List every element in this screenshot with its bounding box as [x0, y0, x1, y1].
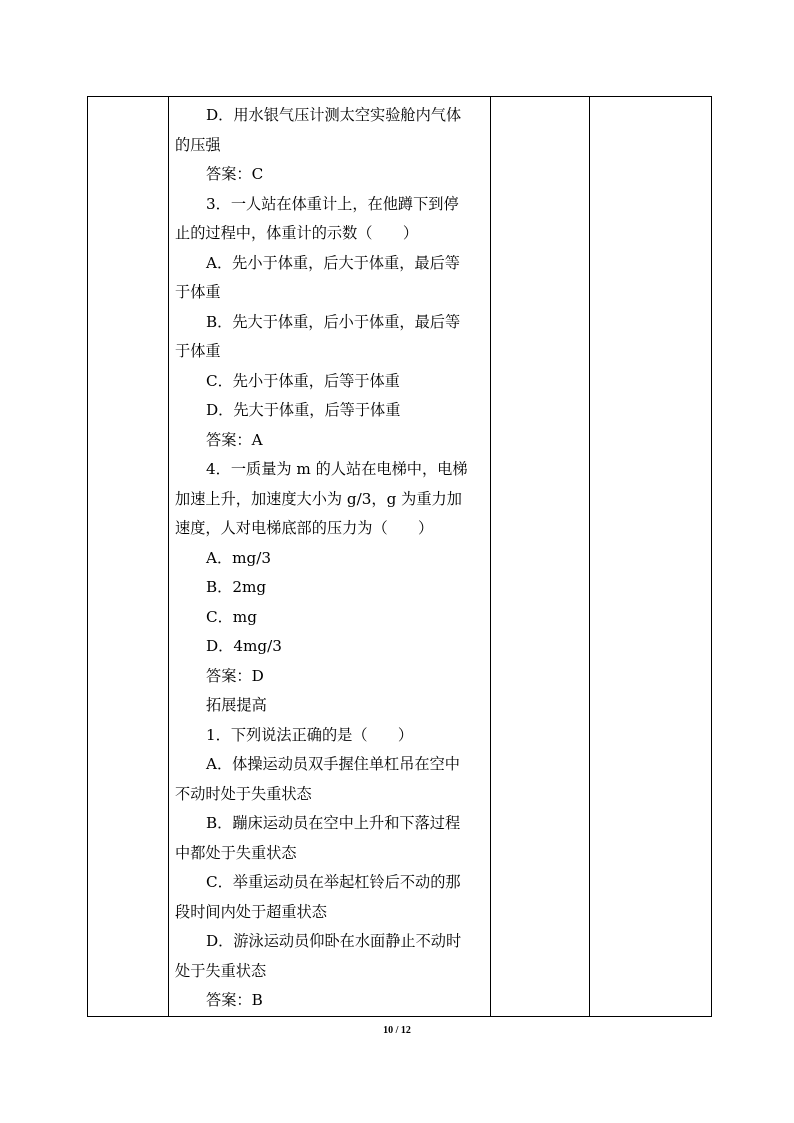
- text-line: 不动时处于失重状态: [175, 784, 312, 803]
- text-line: 答案：B: [206, 991, 263, 1009]
- text-line: 止的过程中，体重计的示数（ ）: [175, 224, 418, 242]
- table-cell-empty-right: [590, 97, 712, 1017]
- text-line: 于体重: [175, 342, 221, 360]
- text-line: 拓展提高: [206, 696, 267, 714]
- page-number: 10 / 12: [383, 1025, 411, 1036]
- text-line: C．举重运动员在举起杠铃后不动的那: [206, 873, 461, 891]
- text-line: 处于失重状态: [175, 961, 267, 980]
- text-line: 于体重: [175, 283, 221, 301]
- text-line: B．2mg: [206, 578, 267, 596]
- text-line: 答案：A: [206, 430, 263, 449]
- text-line: D．用水银气压计测太空实验舱内气体: [206, 106, 462, 124]
- table-row: [88, 97, 712, 1017]
- text-line: A．体操运动员双手握住单杠吊在空中: [206, 755, 460, 773]
- text-line: A．mg/3: [206, 548, 272, 567]
- text-line: 加速上升，加速度大小为 g/3，g 为重力加: [175, 489, 462, 508]
- table-cell-empty-left: [88, 97, 169, 1017]
- lesson-table: [87, 96, 712, 1017]
- text-line: 答案：C: [206, 165, 264, 183]
- text-line: 中都处于失重状态: [175, 843, 297, 862]
- text-line: 4．一质量为 m 的人站在电梯中，电梯: [206, 460, 468, 478]
- text-line: D．游泳运动员仰卧在水面静止不动时: [206, 932, 462, 950]
- text-line: A．先小于体重，后大于体重，最后等: [206, 253, 460, 272]
- text-line: D．4mg/3: [206, 637, 282, 655]
- text-line: 答案：D: [206, 666, 264, 685]
- text-line: 3．一人站在体重计上，在他蹲下到停: [206, 194, 459, 213]
- text-line: 速度，人对电梯底部的压力为（ ）: [175, 519, 434, 537]
- text-line: 的压强: [175, 135, 221, 154]
- text-line: 段时间内处于超重状态: [175, 902, 327, 921]
- text-line: D．先大于体重，后等于体重: [206, 401, 401, 419]
- text-line: 1．下列说法正确的是（ ）: [206, 725, 414, 744]
- question-text-block: [169, 97, 490, 1016]
- text-line: B．蹦床运动员在空中上升和下落过程: [206, 814, 461, 832]
- table-cell-content: [169, 97, 491, 1017]
- text-line: C．mg: [206, 607, 257, 626]
- table-cell-empty-middle: [491, 97, 590, 1017]
- text-line: B．先大于体重，后小于体重，最后等: [206, 312, 461, 331]
- text-line: C．先小于体重，后等于体重: [206, 371, 400, 390]
